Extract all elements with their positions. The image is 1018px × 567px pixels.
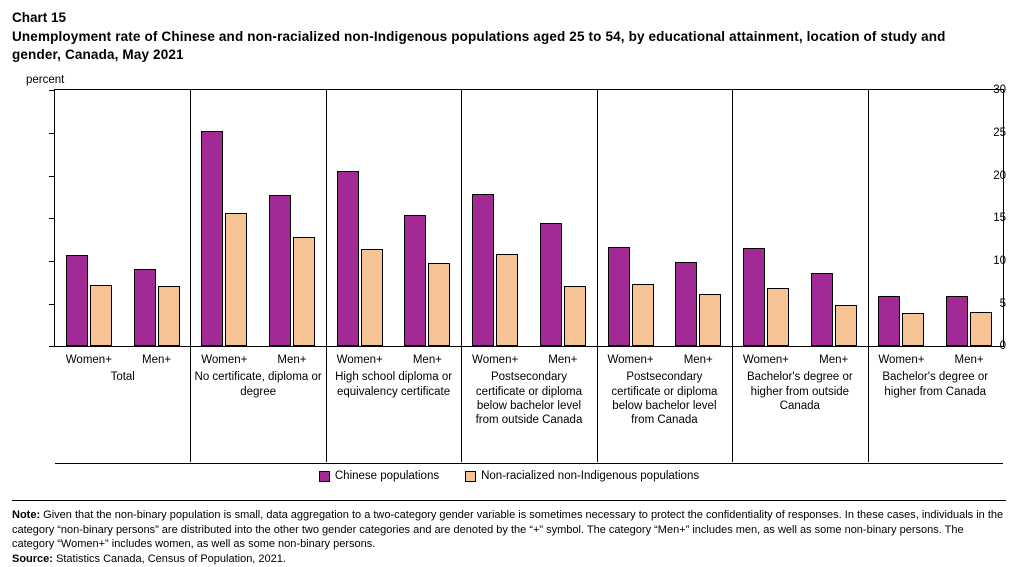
gender-label-cell (461, 348, 596, 366)
y-axis-tick-mark (49, 90, 54, 91)
bar-nonracialized (564, 286, 586, 347)
gender-label-cell (190, 348, 325, 366)
bar-nonracialized (225, 213, 247, 346)
category-label: High school diploma or equivalency certificate (335, 371, 453, 398)
bar-chinese (540, 223, 562, 346)
bar-pair-women (732, 90, 800, 346)
bar-pair-women (461, 90, 529, 346)
bar-nonracialized (496, 254, 518, 346)
category-label: Postsecondary certificate or diploma below bachelor level from outside Canada (475, 371, 583, 427)
chart-number: Chart 15 (12, 10, 67, 25)
bar-group (55, 90, 190, 346)
bar-pair-men (394, 90, 462, 346)
bar-chinese (743, 248, 765, 346)
legend-item (465, 470, 699, 482)
gender-label-cell (597, 348, 732, 366)
bar-pair-women (597, 90, 665, 346)
bar-pair-women (55, 90, 123, 346)
bar-nonracialized (361, 249, 383, 346)
y-axis-tick-label: 20 (993, 169, 1006, 182)
gender-label: Men+ (548, 354, 578, 367)
gender-label: Men+ (683, 354, 713, 367)
category-divider (55, 463, 1003, 464)
bar-group (461, 90, 596, 346)
bar-group (326, 90, 461, 346)
bar-pair-women (190, 90, 258, 346)
gender-label: Men+ (819, 354, 849, 367)
bar-group (732, 90, 867, 346)
legend-item (319, 470, 439, 482)
category-label: Bachelor's degree or higher from outside Canada (746, 371, 853, 413)
chart-legend (12, 470, 1006, 482)
y-axis-tick-mark (49, 261, 54, 262)
y-axis-tick-mark (49, 133, 54, 134)
category-label: Postsecondary certificate or diploma below bachelor level from Canada (611, 371, 718, 427)
gender-label-cell (868, 348, 1003, 366)
y-axis-tick-mark (49, 304, 54, 305)
gender-label: Women+ (607, 354, 654, 367)
bar-nonracialized (835, 305, 857, 347)
bar-group (868, 90, 1003, 346)
note-text: Given that the non-binary population is small, data aggregation to a two-category gender variable is sometimes necessary to protect the confidentiality of responses. In these cases, individuals in the category “non-binary persons” are distributed into the other two gender categories and are denoted by the “+” symbol. The category “Men+” includes men, as well as some non-binary persons. The category “Women+” includes women, as well as some non-binary persons. (12, 509, 1004, 551)
y-axis-tick-label: 10 (993, 254, 1006, 267)
bar-nonracialized (90, 285, 112, 346)
bar-chinese (337, 171, 359, 346)
bar-chinese (269, 195, 291, 346)
bar-nonracialized (293, 237, 315, 346)
y-axis-tick-mark (49, 346, 54, 347)
bar-chinese (134, 269, 156, 347)
gender-label: Women+ (201, 354, 248, 367)
bar-pair-men (123, 90, 191, 346)
bar-pair-women (868, 90, 936, 346)
y-axis-tick-label: 0 (999, 340, 1006, 353)
gender-label: Men+ (954, 354, 984, 367)
gender-label-cell (55, 348, 190, 366)
bar-chinese (811, 273, 833, 346)
bar-chinese (878, 296, 900, 346)
gender-label: Women+ (65, 354, 112, 367)
gender-label: Women+ (336, 354, 383, 367)
legend-swatch-icon (465, 471, 476, 482)
category-label: Total (110, 371, 135, 384)
bar-nonracialized (970, 312, 992, 346)
bar-pair-men (935, 90, 1003, 346)
legend-label: Chinese populations (334, 470, 440, 483)
bar-nonracialized (902, 313, 924, 346)
gender-label: Men+ (412, 354, 442, 367)
bar-chinese (201, 131, 223, 346)
source-line (12, 552, 1006, 567)
page-title: Unemployment rate of Chinese and non-racialized non-Indigenous populations aged 25 to 54, by educational attainment, location of study and gender, Canada, May 2021 (12, 28, 946, 63)
y-axis-tick-label: 25 (993, 126, 1006, 139)
y-axis-unit-label: percent (26, 74, 65, 87)
source-label: Source: (12, 552, 53, 565)
chart-plot-area (12, 84, 1006, 483)
footnotes (12, 508, 1006, 567)
legend-label: Non-racialized non-Indigenous populations (481, 470, 700, 483)
bar-pair-men (664, 90, 732, 346)
gender-label: Women+ (472, 354, 519, 367)
gender-label: Men+ (142, 354, 172, 367)
legend-swatch-icon (319, 471, 330, 482)
gender-label: Women+ (878, 354, 925, 367)
note-line (12, 508, 1006, 552)
bar-pair-men (529, 90, 597, 346)
y-axis-tick-label: 30 (993, 84, 1006, 97)
gender-label: Men+ (277, 354, 307, 367)
y-axis-tick-mark (49, 218, 54, 219)
y-axis-tick-mark (49, 176, 54, 177)
category-labels-row (55, 370, 1003, 428)
bar-chinese (675, 262, 697, 346)
category-label: No certificate, diploma or degree (194, 371, 322, 398)
note-label: Note: (12, 509, 41, 521)
bar-nonracialized (699, 294, 721, 346)
bar-groups (55, 90, 1003, 346)
bar-chinese (946, 296, 968, 346)
bar-chinese (404, 215, 426, 346)
bar-nonracialized (158, 286, 180, 347)
bar-nonracialized (428, 263, 450, 347)
bar-chinese (608, 247, 630, 346)
bar-chinese (66, 255, 88, 346)
gender-label-cell (732, 348, 867, 366)
category-label: Bachelor's degree or higher from Canada (882, 371, 989, 398)
y-axis-tick-label: 5 (999, 297, 1006, 310)
bar-nonracialized (632, 284, 654, 346)
y-axis-tick-label: 15 (993, 212, 1006, 225)
footnote-divider (12, 500, 1006, 501)
gender-labels-row (55, 348, 1003, 366)
bar-nonracialized (767, 288, 789, 346)
bar-pair-women (326, 90, 394, 346)
gender-label: Women+ (742, 354, 790, 367)
gender-label-cell (326, 348, 461, 366)
bar-pair-men (258, 90, 326, 346)
bar-chinese (472, 194, 494, 346)
bar-group (597, 90, 732, 346)
bar-pair-men (800, 90, 868, 346)
bar-group (190, 90, 325, 346)
source-text: Statistics Canada, Census of Population, 2021. (52, 552, 286, 565)
